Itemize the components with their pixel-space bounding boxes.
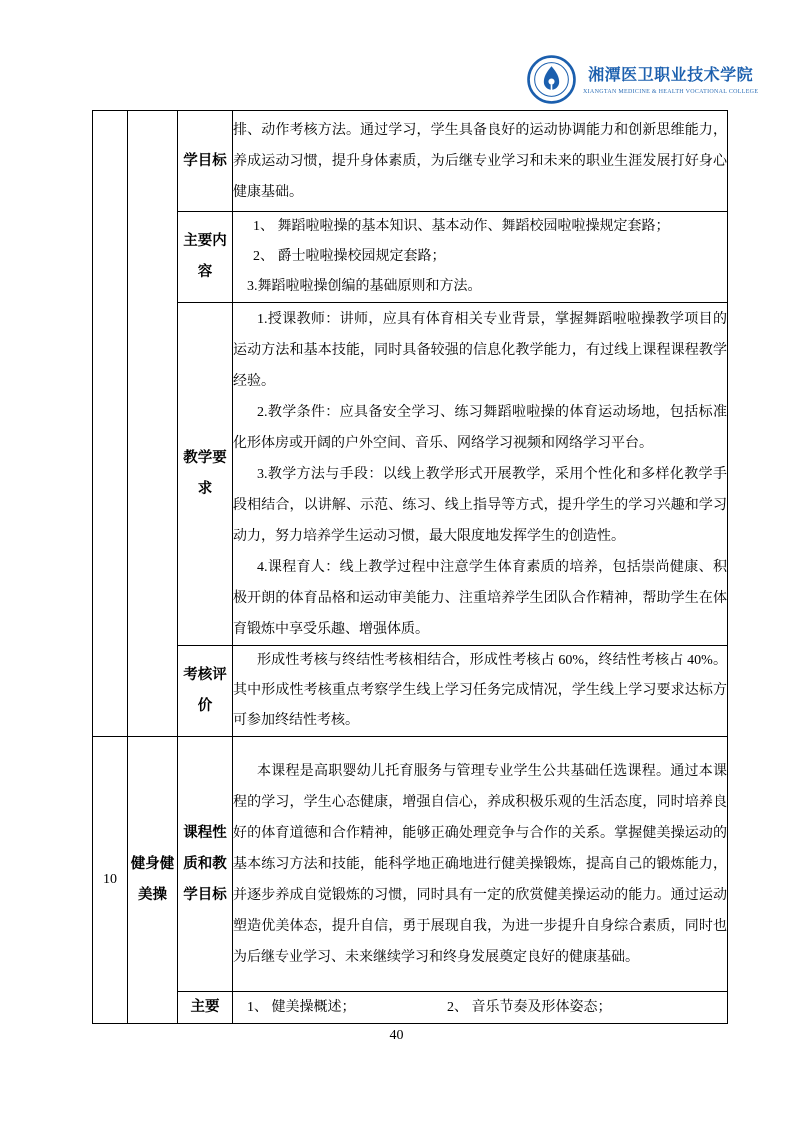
course10-main-cell	[233, 992, 728, 1024]
college-name-en: XIANGTAN MEDICINE & HEALTH VOCATIONAL COLLEGE	[583, 88, 759, 95]
goal-content-text: 排、动作考核方法。通过学习，学生具备良好的运动协调能力和创新思维能力，养成运动习惯，提升身体素质，为后继专业学习和未来的职业生涯发展打好身心健康基础。	[233, 122, 727, 200]
course10-main-items	[233, 993, 727, 1023]
row-label-course-nature: 课程性质和教学目标	[178, 737, 233, 992]
row-label-course10-main: 主要	[178, 992, 233, 1024]
table-row-requirements	[93, 303, 728, 646]
course-nature-cell	[233, 737, 728, 992]
course10-main-item: 2、 音乐节奏及形体姿态；	[447, 999, 612, 1015]
row-label-assessment: 考核评价	[178, 646, 233, 737]
course-name: 健身健美操	[128, 737, 178, 1024]
page-number: 40	[389, 1028, 404, 1043]
row-label-requirements: 教学要求	[178, 303, 233, 646]
table-row-assessment	[93, 646, 728, 737]
requirements-paragraph: 4.课程育人：线上教学过程中注意学生体育素质的培养，包括崇尚健康、积极开朗的体育品格和运动审美能力、注重培养学生团队合作精神，帮助学生在体育锻炼中享受乐趣、增强体质。	[233, 559, 727, 637]
main-content-item: 2、 爵士啦啦操校园规定套路；	[253, 249, 446, 264]
main-content-item: 1、 舞蹈啦啦操的基本知识、基本动作、舞蹈校园啦啦操规定套路；	[253, 219, 670, 234]
requirements-paragraph: 1.授课教师：讲师，应具有体育相关专业背景，掌握舞蹈啦啦操教学项目的运动方法和基本技能，同时具备较强的信息化教学能力，有过线上课程课程教学经验。	[233, 311, 727, 389]
course-name-cell-empty	[128, 111, 178, 737]
course-nature-text: 本课程是高职婴幼儿托育服务与管理专业学生公共基础任选课程。通过本课程的学习，学生心态健康，增强自信心，养成积极乐观的生活态度，同时培养良好的体育道德和合作精神，能够正确处理竞争与合作的关系。掌握健美操运动的基本练习方法和技能，能科学地正确地进行健美操锻炼，提高自己的锻炼能力，并逐步养成自觉锻炼的习惯，同时具有一定的欣赏健美操运动的能力。通过运动塑造优美体态，提升自信，勇于展现自我，为进一步提升自身综合素质，同时也为后继专业学习、未来继续学习和终身发展奠定良好的健康基础。	[233, 763, 727, 965]
course-table	[92, 110, 728, 1024]
table-row-goal	[93, 111, 728, 212]
main-content-item: 3.舞蹈啦啦操创编的基础原则和方法。	[247, 279, 482, 294]
row-label-main-content: 主要内容	[178, 212, 233, 303]
goal-content-cell	[233, 111, 728, 212]
college-name-block	[583, 65, 758, 95]
assessment-content-text: 形成性考核与终结性考核相结合，形成性考核占 60%，终结性考核占 40%。其中形成性考核重点考察学生线上学习任务完成情况，学生线上学习要求达标方可参加终结性考核。	[233, 653, 727, 728]
college-logo	[527, 55, 758, 104]
assessment-content-cell	[233, 646, 728, 737]
course-number-cell-empty	[93, 111, 128, 737]
college-emblem-icon	[527, 55, 576, 104]
course-number: 10	[93, 737, 128, 1024]
requirements-paragraph: 2.教学条件：应具备安全学习、练习舞蹈啦啦操的体育运动场地，包括标准化形体房或开阔的户外空间、音乐、网络学习视频和网络学习平台。	[233, 404, 727, 451]
college-name-zh: 湘潭医卫职业技术学院	[588, 66, 754, 84]
course10-main-item: 1、 健美操概述；	[247, 999, 356, 1015]
requirements-paragraph: 3.教学方法与手段：以线上教学形式开展教学，采用个性化和多样化教学手段相结合，以讲解、示范、练习、线上指导等方式，提升学生的学习兴趣和学习动力，努力培养学生运动习惯，最大限度地发挥学生的创造性。	[233, 466, 727, 544]
table-row-main-content	[93, 212, 728, 303]
main-content-cell	[233, 212, 728, 303]
table-row-course10-main	[93, 992, 728, 1024]
requirements-content-cell	[233, 303, 728, 646]
row-label-goal: 学目标	[178, 111, 233, 212]
table-row-course10-nature	[93, 737, 728, 992]
